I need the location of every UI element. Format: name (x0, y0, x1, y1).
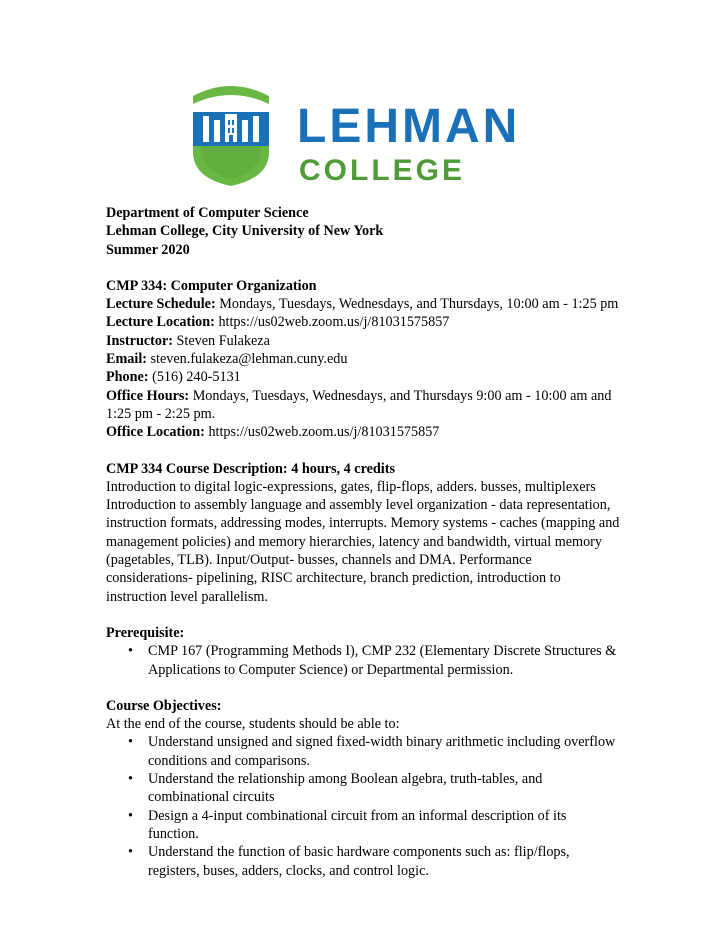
term: Summer 2020 (106, 241, 190, 258)
list-item-line: Understand unsigned and signed fixed-width binary arithmetic including overflow (148, 734, 616, 751)
office-location-label: Office Location: (106, 424, 205, 441)
phone-value: (516) 240-5131 (148, 369, 241, 386)
lecture-schedule (106, 295, 666, 313)
list-item (106, 642, 666, 679)
list-item-line: CMP 167 (Programming Methods I), CMP 232 (Elementary Discrete Structures & (148, 643, 617, 660)
lehman-college-logo (193, 82, 538, 186)
list-item-line: function. (148, 825, 199, 842)
list-item (106, 807, 666, 844)
instructor-value: Steven Fulakeza (172, 332, 270, 349)
lehman-shield-icon (193, 82, 538, 186)
instructor-label: Instructor: (106, 332, 173, 349)
list-item (106, 770, 666, 807)
lecture-location (106, 313, 666, 331)
office-location (106, 423, 666, 441)
office-hours-value-1: Mondays, Tuesdays, Wednesdays, and Thursdays 9:00 am - 10:00 am and (189, 387, 612, 404)
office-hours (106, 387, 666, 405)
bullet-icon: • (128, 844, 133, 861)
email-link[interactable]: steven.fulakeza@lehman.cuny.edu (146, 351, 348, 368)
office-location-link[interactable]: https://us02web.zoom.us/j/81031575857 (204, 424, 440, 441)
list-item-line: Design a 4-input combinational circuit from an informal description of its (148, 807, 567, 824)
lecture-location-link[interactable]: https://us02web.zoom.us/j/81031575857 (214, 314, 450, 331)
list-item-line: combinational circuits (148, 789, 275, 806)
lecture-location-label: Lecture Location: (106, 314, 215, 331)
list-item-line: Understand the function of basic hardware components such as: flip/flops, (148, 844, 570, 861)
phone (106, 368, 666, 386)
objectives-intro: At the end of the course, students should be able to: (106, 716, 400, 733)
logo-line1: LEHMAN (297, 100, 521, 153)
lecture-schedule-label: Lecture Schedule: (106, 296, 216, 313)
objectives-heading: Course Objectives: (106, 697, 222, 714)
description-line: Introduction to digital logic-expressions, gates, flip-flops, adders. busses, multiplexers (106, 478, 596, 495)
description-line: instruction formats, addressing modes, interrupts. Memory systems - caches (mapping and (106, 515, 620, 532)
logo-line2: COLLEGE (299, 154, 466, 186)
description-line: instruction level parallelism. (106, 588, 268, 605)
description-heading: CMP 334 Course Description: 4 hours, 4 credits (106, 460, 395, 477)
description-line: Introduction to assembly language and assembly level organization - data representation, (106, 497, 611, 514)
bullet-icon: • (128, 807, 133, 824)
list-item-line: registers, buses, adders, clocks, and control logic. (148, 862, 429, 879)
list-item-line: Applications to Computer Science) or Departmental permission. (148, 661, 514, 678)
course-title: CMP 334: Computer Organization (106, 277, 317, 294)
description-body (106, 478, 666, 606)
description-line: (pagetables, TLB). Input/Output- busses, channels and DMA. Performance (106, 552, 532, 569)
bullet-icon: • (128, 734, 133, 751)
list-item (106, 843, 666, 880)
lecture-schedule-value: Mondays, Tuesdays, Wednesdays, and Thursdays, 10:00 am - 1:25 pm (215, 296, 619, 313)
syllabus-content (106, 204, 666, 880)
instructor (106, 332, 666, 350)
description-line: considerations- pipelining, RISC architecture, branch prediction, introduction to (106, 570, 561, 587)
email (106, 350, 666, 368)
email-label: Email: (106, 351, 147, 368)
prerequisite-list (106, 642, 666, 679)
prerequisite-heading: Prerequisite: (106, 624, 185, 641)
list-item-line: conditions and comparisons. (148, 752, 310, 769)
objectives-list (106, 733, 666, 879)
bullet-icon: • (128, 771, 133, 788)
office-hours-continued: 1:25 pm - 2:25 pm. (106, 405, 216, 422)
bullet-icon: • (128, 643, 133, 660)
department-name: Department of Computer Science (106, 205, 309, 221)
college-name: Lehman College, City University of New York (106, 223, 384, 240)
list-item (106, 733, 666, 770)
description-line: management policies) and memory hierarchies, latency and bandwidth, virtual memory (106, 533, 603, 550)
office-hours-label: Office Hours: (106, 387, 190, 404)
list-item-line: Understand the relationship among Boolean algebra, truth-tables, and (148, 771, 543, 788)
phone-label: Phone: (106, 369, 149, 386)
